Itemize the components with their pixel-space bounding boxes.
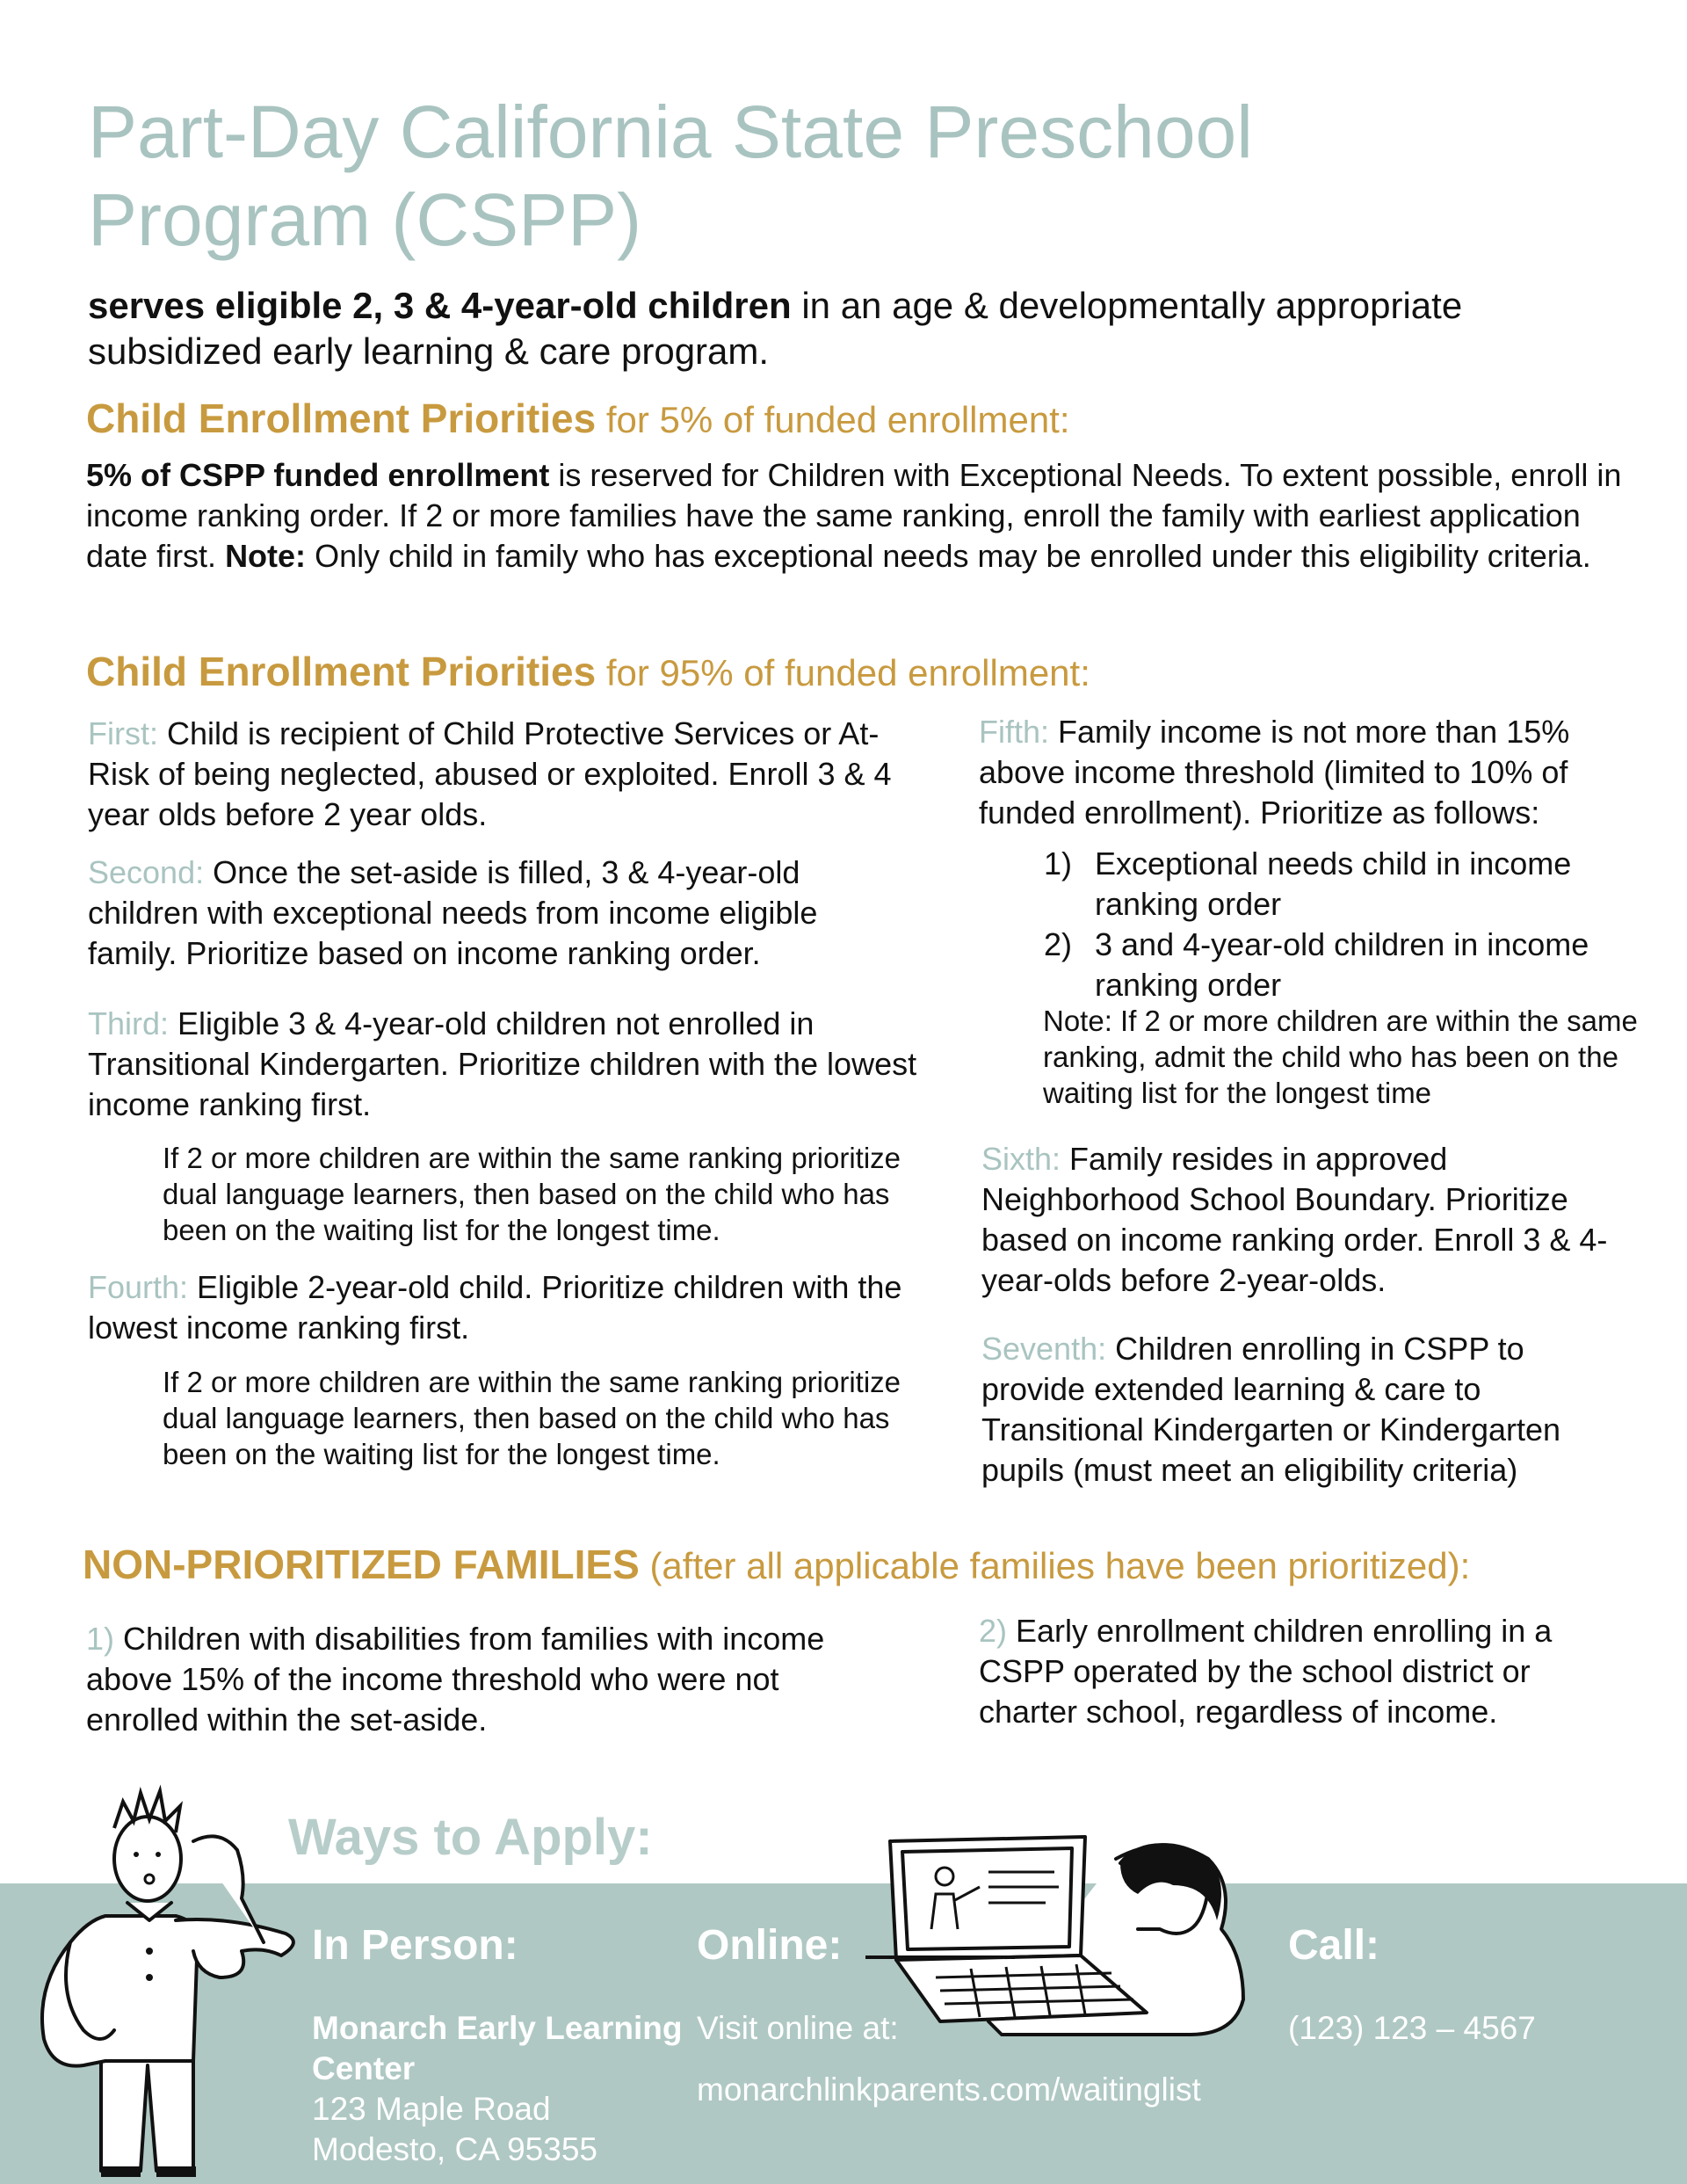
online-lead: Visit online at: <box>697 2010 899 2046</box>
heading-95-percent-bold: Child Enrollment Priorities <box>86 649 597 694</box>
priority-first-label: First: <box>88 715 158 751</box>
non-prioritized-item-2-number: 2) <box>979 1613 1008 1649</box>
priority-fifth <box>979 712 1629 833</box>
list-item <box>1044 925 1624 1005</box>
page-title <box>88 88 1406 264</box>
priority-sixth-text: Family resides in approved Neighborhood School Boundary. Prioritize based on income ranking order. Enroll 3 & 4-year-olds before 2-year-olds. <box>981 1141 1608 1298</box>
priority-third-label: Third: <box>88 1005 170 1041</box>
non-prioritized-item-1 <box>86 1619 894 1740</box>
intro-bold: serves eligible 2, 3 & 4-year-old children <box>88 285 792 326</box>
priority-sixth <box>981 1139 1623 1301</box>
heading-non-prioritized-rest: (after all applicable families have been prioritized): <box>639 1545 1471 1586</box>
location-city: Modesto, CA 95355 <box>312 2131 597 2167</box>
paragraph-5-percent-note: Note: <box>225 538 307 574</box>
heading-non-prioritized <box>83 1540 1470 1591</box>
list-item-text: 3 and 4-year-old children in income ranking order <box>1095 926 1589 1003</box>
paragraph-5-percent-body2: Only child in family who has exceptional needs may be enrolled under this eligibility criteria. <box>306 538 1591 574</box>
person-at-laptop-illustration <box>857 1824 1261 2052</box>
list-item-number: 2) <box>1044 926 1073 962</box>
priority-fourth-label: Fourth: <box>88 1269 189 1305</box>
priority-fifth-text: Family income is not more than 15% above income threshold (limited to 10% of funded enrollment). Prioritize as follows: <box>979 714 1570 831</box>
priority-third-note: If 2 or more children are within the same ranking prioritize dual language learners, then based on the child who has been on the waiting list for the longest time. <box>163 1142 901 1246</box>
priority-fourth-text: Eligible 2-year-old child. Prioritize children with the lowest income ranking first. <box>88 1269 902 1346</box>
divider-line <box>865 1955 1015 1959</box>
intro-text <box>88 283 1582 374</box>
online-heading: Online: <box>697 1922 843 1969</box>
list-item-number: 1) <box>1044 845 1073 882</box>
priority-sixth-label: Sixth: <box>981 1141 1061 1177</box>
priority-first <box>88 714 931 835</box>
priority-fourth <box>88 1267 931 1348</box>
page-title-line-2: Program (CSPP) <box>88 178 642 261</box>
list-item-text: Exceptional needs child in income ranking order <box>1095 845 1572 922</box>
phone-number-link[interactable]: (123) 123 – 4567 <box>1288 2010 1536 2046</box>
priority-seventh-label: Seventh: <box>981 1331 1107 1367</box>
heading-5-percent-rest: for 5% of funded enrollment: <box>596 399 1070 440</box>
heading-95-percent <box>86 647 1090 698</box>
paragraph-5-percent-body1: is reserved for Children with Exceptional Needs. To extent possible, enroll in income ranking order. If 2 or more families have the same ranking, enroll the family with earliest application date first. <box>86 457 1622 574</box>
intro-rest: in an age & developmentally appropriate subsidized early learning & care program. <box>88 285 1463 372</box>
heading-5-percent <box>86 394 1070 445</box>
online-url-link[interactable]: monarchlinkparents.com/waitinglist <box>697 2072 1201 2108</box>
priority-third <box>88 1004 923 1125</box>
paragraph-5-percent <box>86 455 1633 577</box>
list-item <box>1044 844 1624 925</box>
priority-third-text: Eligible 3 & 4-year-old children not enrolled in Transitional Kindergarten. Prioritize children with the lowest income ranking first. <box>88 1005 917 1122</box>
location-name: Monarch Early Learning Center <box>312 2010 683 2086</box>
priority-fifth-list <box>1044 844 1624 1005</box>
priority-second-label: Second: <box>88 854 205 890</box>
in-person-details <box>312 2008 690 2170</box>
priority-second-text: Once the set-aside is filled, 3 & 4-year-old children with exceptional needs from income eligible family. Prioritize based on income ranking order. <box>88 854 818 971</box>
priority-fifth-note: Note: If 2 or more children are within the same ranking, admit the child who has been on the waiting list for the longest time <box>1043 1005 1638 1109</box>
priority-fifth-label: Fifth: <box>979 714 1050 750</box>
page-title-line-1: Part-Day California State Preschool <box>88 91 1253 173</box>
non-prioritized-item-2-text: Early enrollment children enrolling in a CSPP operated by the school district or charter school, regardless of income. <box>979 1613 1553 1730</box>
in-person-heading: In Person: <box>312 1922 518 1969</box>
non-prioritized-item-1-text: Children with disabilities from families with income above 15% of the income threshold who were not enrolled within the set-aside. <box>86 1621 825 1738</box>
person-thinking-illustration <box>18 1767 299 2180</box>
ways-to-apply-title: Ways to Apply: <box>288 1809 653 1866</box>
location-street: 123 Maple Road <box>312 2091 551 2127</box>
priority-fourth-note: If 2 or more children are within the same ranking prioritize dual language learners, then based on the child who has been on the waiting list for the longest time. <box>163 1366 901 1470</box>
priority-seventh <box>981 1329 1596 1491</box>
paragraph-5-percent-lead: 5% of CSPP funded enrollment <box>86 457 550 493</box>
priority-seventh-text: Children enrolling in CSPP to provide extended learning & care to Transitional Kindergarten or Kindergarten pupils (must meet an eligibility criteria) <box>981 1331 1561 1488</box>
non-prioritized-item-2 <box>979 1611 1611 1732</box>
call-heading: Call: <box>1288 1922 1380 1969</box>
priority-second <box>88 853 914 974</box>
heading-non-prioritized-bold: NON-PRIORITIZED FAMILIES <box>83 1542 640 1587</box>
heading-95-percent-rest: for 95% of funded enrollment: <box>596 652 1090 693</box>
heading-5-percent-bold: Child Enrollment Priorities <box>86 395 597 441</box>
priority-first-text: Child is recipient of Child Protective Services or At-Risk of being neglected, abused or exploited. Enroll 3 & 4 year olds before 2 year olds. <box>88 715 892 832</box>
non-prioritized-item-1-number: 1) <box>86 1621 115 1657</box>
